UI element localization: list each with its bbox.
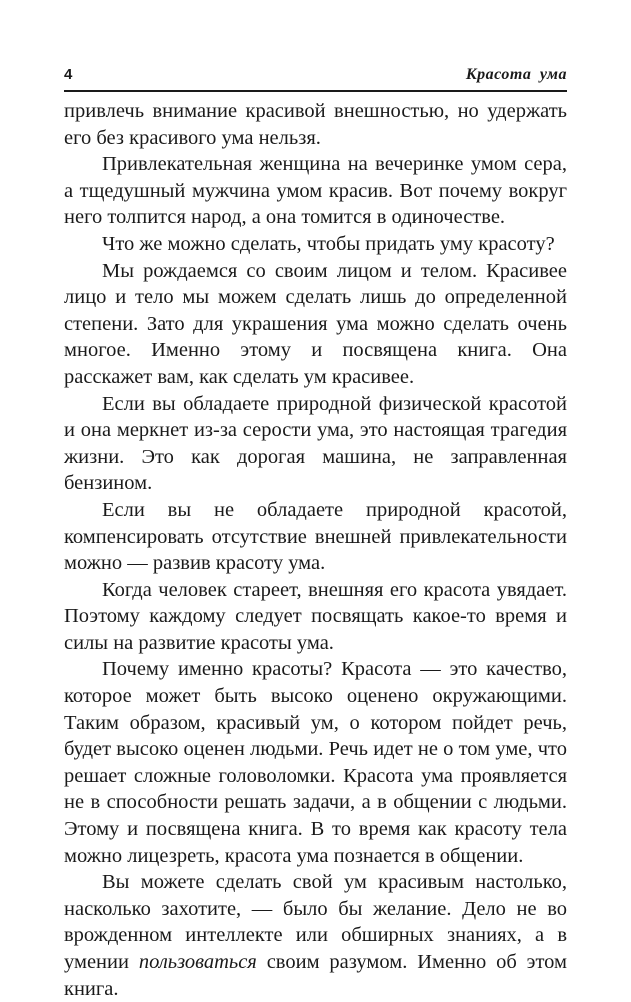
paragraph-9-text-before: Вы можете сделать свой ум красивым настолько, насколько захотите, — было бы желание. Дело не во врожденном интеллекте или обширных знаниях, а в умении: [64, 871, 567, 973]
paragraph-9: [64, 869, 567, 1002]
paragraph-6: Если вы не обладаете природной красотой, компенсировать отсутствие внешней привлекательности можно — развив красоту ума.: [64, 498, 567, 575]
paragraph-8: Почему именно красоты? Красота — это качество, которое может быть высоко оценено окружающими. Таким образом, красивый ум, о котором пойдет речь, будет высоко оценен людьми. Речь идет не о том уме, что решает сложные головоломки. Красота ума проявляется не в способности решать задачи, а в общении с людьми. Этому и посвящена книга. В то время как красоту тела можно лицезреть, красота ума познается в общении.: [64, 658, 567, 867]
paragraph-2: Привлекательная женщина на вечеринке умом сера, а тщедушный мужчина умом красив. Вот почему вокруг него толпится народ, а она томится в одиночестве.: [64, 153, 567, 229]
paragraph-9-text-after: своим разумом. Именно об этом книга.: [64, 951, 567, 1000]
book-title: Красота ума: [465, 66, 567, 83]
paragraph-4: Мы рождаемся со своим лицом и телом. Красивее лицо и тело мы можем сделать лишь до определенной степени. Зато для украшения ума можно сделать очень многое. Именно этому и посвящена книга. Она расскажет вам, как сделать ум красивее.: [64, 259, 567, 388]
paragraph-5: Если вы обладаете природной физической красотой и она меркнет из-за серости ума, это настоящая трагедия жизни. Это как дорогая машина, не заправленная бензином.: [64, 392, 567, 495]
paragraph-7: Когда человек стареет, внешняя его красота увядает. Поэтому каждому следует посвящать какое-то время и силы на развитие красоты ума.: [64, 578, 567, 654]
paragraph-3: Что же можно сделать, чтобы придать уму красоту?: [102, 232, 555, 255]
body-text: [64, 98, 567, 1002]
italic-word: пользоваться: [138, 951, 257, 973]
paragraph-1: привлечь внимание красивой внешностью, но удержать его без красивого ума нельзя.: [64, 100, 567, 149]
running-header: [64, 66, 567, 92]
page-number: 4: [64, 66, 73, 83]
